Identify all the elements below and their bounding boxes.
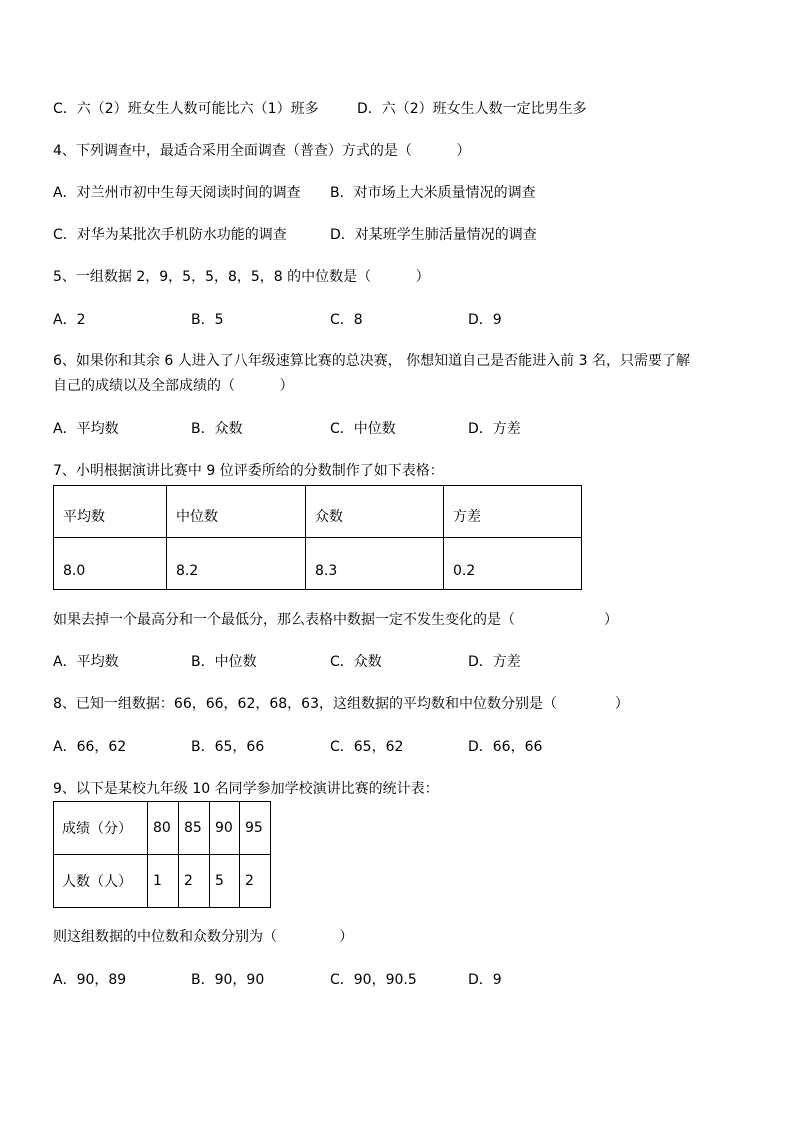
table-cell: 5: [210, 855, 240, 908]
q5-option-c: C．8: [330, 312, 363, 328]
q9-option-a: A．90，89: [53, 972, 127, 988]
q9-follow-up: 则这组数据的中位数和众数分别为（ ）: [53, 929, 354, 945]
q3-option-c: C．六（2）班女生人数可能比六（1）班多: [53, 101, 319, 117]
q6-stem-line2: 自己的成绩以及全部成绩的（ ）: [53, 378, 294, 394]
table-cell: 8.2: [167, 538, 306, 590]
q7-stem: 7、小明根据演讲比赛中 9 位评委所给的分数制作了如下表格：: [53, 463, 444, 479]
q5-option-b: B．5: [191, 312, 224, 328]
q8-stem: 8、已知一组数据：66，66，62，68，63，这组数据的平均数和中位数分别是（ ）: [53, 696, 629, 712]
table-cell: 90: [210, 802, 240, 855]
q7-follow-up: 如果去掉一个最高分和一个最低分，那么表格中数据一定不发生变化的是（ ）: [53, 612, 619, 628]
table-row-label: 人数（人）: [54, 855, 148, 908]
table-row-label: 成绩（分）: [54, 802, 148, 855]
q6-option-a: A．平均数: [53, 421, 119, 437]
table-cell: 85: [179, 802, 210, 855]
table-row: [54, 538, 582, 590]
q5-option-a: A．2: [53, 312, 86, 328]
q7-option-d: D．方差: [468, 654, 521, 670]
table-cell: 2: [240, 855, 271, 908]
q4-stem: 4、下列调查中，最适合采用全面调查（普查）方式的是（ ）: [53, 143, 471, 159]
table-header-cell: 众数: [306, 486, 444, 538]
q9-option-b: B．90，90: [191, 972, 265, 988]
table-row: [54, 486, 582, 538]
table-header-cell: 方差: [444, 486, 582, 538]
table-cell: 1: [148, 855, 179, 908]
q6-option-d: D．方差: [468, 421, 521, 437]
q9-option-d: D．9: [468, 972, 502, 988]
q9-option-c: C．90，90.5: [330, 972, 417, 988]
table-row: [54, 855, 271, 908]
q6-option-b: B．众数: [191, 421, 243, 437]
table-cell: 0.2: [444, 538, 582, 590]
q7-stats-table: [53, 485, 582, 590]
table-cell: 2: [179, 855, 210, 908]
q5-option-d: D．9: [468, 312, 502, 328]
q8-option-a: A．66，62: [53, 739, 127, 755]
q7-option-c: C．众数: [330, 654, 382, 670]
q4-option-c: C．对华为某批次手机防水功能的调查: [53, 227, 287, 243]
q9-stem: 9、以下是某校九年级 10 名同学参加学校演讲比赛的统计表：: [53, 781, 439, 797]
q3-option-d: D．六（2）班女生人数一定比男生多: [357, 101, 587, 117]
q6-option-c: C．中位数: [330, 421, 396, 437]
q5-stem: 5、一组数据 2，9，5，5，8，5，8 的中位数是（ ）: [53, 269, 430, 285]
q7-option-b: B．中位数: [191, 654, 257, 670]
q4-option-b: B．对市场上大米质量情况的调查: [330, 185, 536, 201]
table-cell: 8.0: [54, 538, 167, 590]
q8-option-c: C．65，62: [330, 739, 404, 755]
q4-option-a: A．对兰州市初中生每天阅读时间的调查: [53, 185, 301, 201]
q4-option-d: D．对某班学生肺活量情况的调查: [330, 227, 537, 243]
q8-option-d: D．66，66: [468, 739, 543, 755]
table-header-cell: 中位数: [167, 486, 306, 538]
q8-option-b: B．65，66: [191, 739, 265, 755]
q7-option-a: A．平均数: [53, 654, 119, 670]
table-row: [54, 802, 271, 855]
table-header-cell: 平均数: [54, 486, 167, 538]
q9-stats-table: [53, 801, 271, 908]
q6-stem-line1: 6、如果你和其余 6 人进入了八年级速算比赛的总决赛， 你想知道自己是否能进入前 3 名，只需要了解: [53, 353, 690, 369]
table-cell: 80: [148, 802, 179, 855]
table-cell: 8.3: [306, 538, 444, 590]
table-cell: 95: [240, 802, 271, 855]
